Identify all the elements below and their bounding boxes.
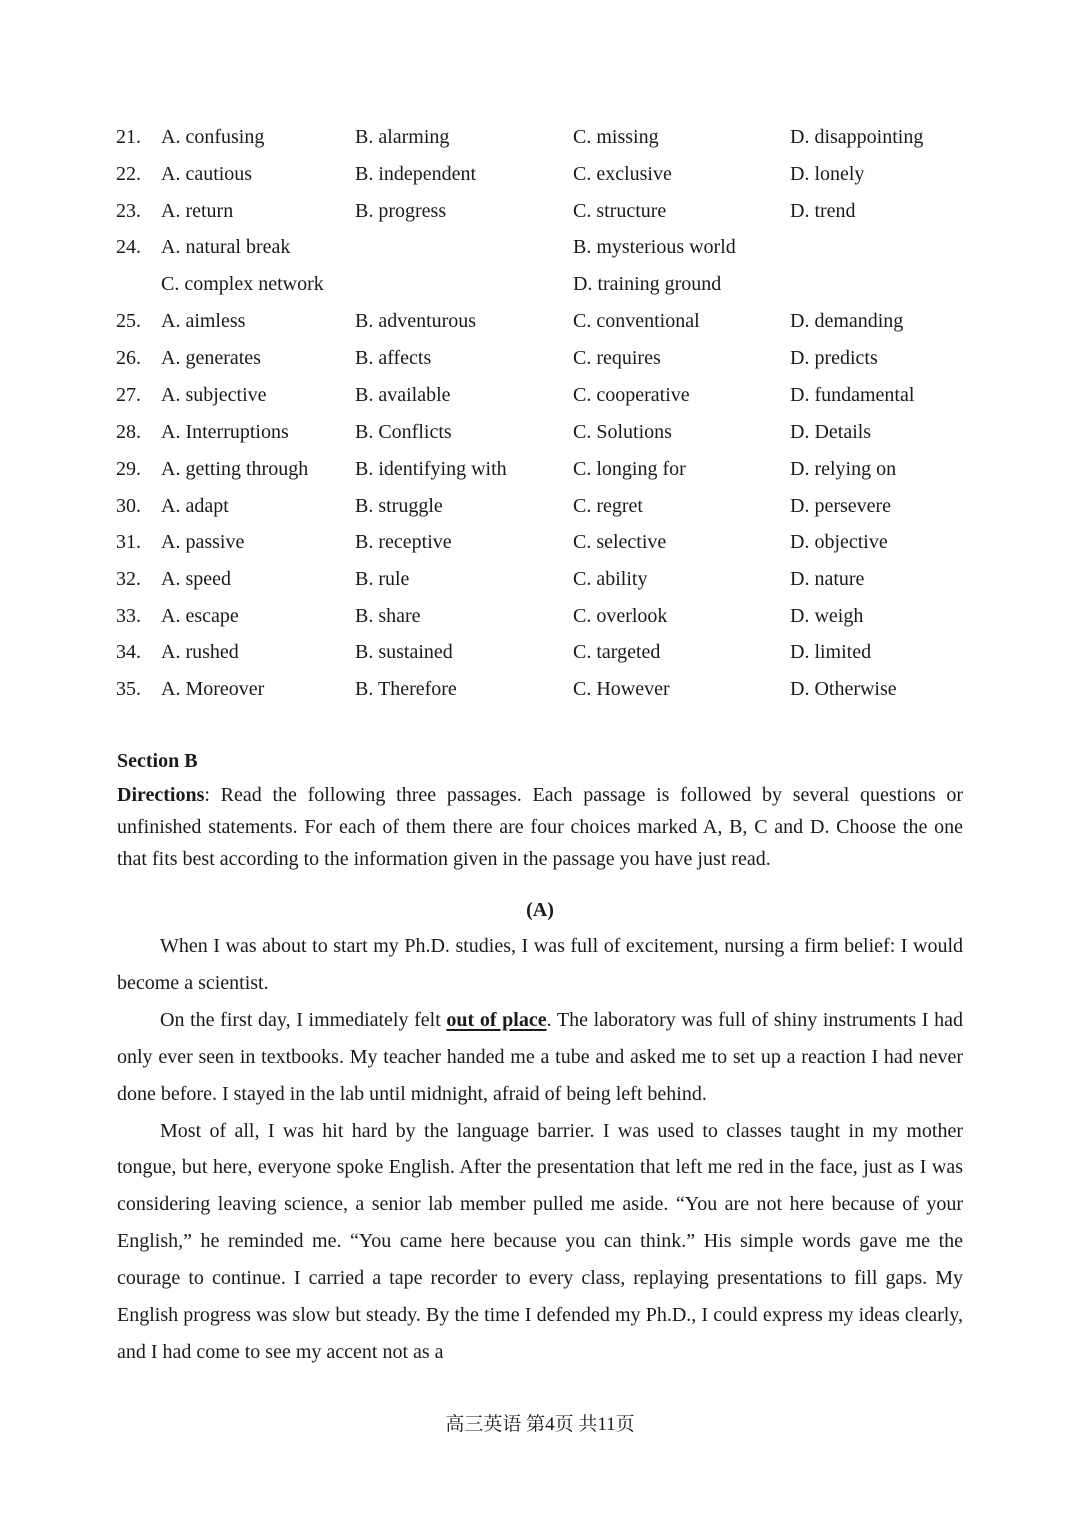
question-row-28 [0,417,1080,447]
option-d: D. lonely [790,163,865,185]
option-c: C. regret [573,495,643,517]
question-number: 33. [116,605,141,627]
question-number: 27. [116,384,141,406]
option-a: A. generates [161,347,261,369]
option-d: D. Otherwise [790,678,897,700]
option-d-wide: D. training ground [573,273,722,295]
option-c: C. requires [573,347,661,369]
question-row-22 [0,159,1080,189]
option-d: D. fundamental [790,384,915,406]
question-number: 26. [116,347,141,369]
question-row-34 [0,637,1080,667]
option-b: B. Conflicts [355,421,452,443]
section-title: Section B [117,750,198,772]
directions-paragraph [117,779,963,875]
question-number: 21. [116,126,141,148]
option-b: B. progress [355,200,447,222]
passage-paragraph-3: Most of all, I was hit hard by the language barrier. I was used to classes taught in my mother tongue, but here, everyone spoke English. After the presentation that left me red in the face, just as I was considering leaving science, a senior lab member pulled me aside. “You are not here because of your English,” he reminded me. “You came here because you can think.” His simple words gave me the courage to continue. I carried a tape recorder to every class, replaying presentations to fill gaps. My English progress was slow but steady. By the time I defended my Ph.D., I could express my ideas clearly, and I had come to see my accent not as a [117,1119,963,1363]
question-number: 34. [116,641,141,663]
option-a: A. Moreover [161,678,265,700]
question-number: 31. [116,531,141,553]
option-b: B. rule [355,568,410,590]
question-number: 24. [116,236,141,258]
option-d: D. demanding [790,310,904,332]
option-a: A. speed [161,568,231,590]
passage-paragraph-2 [117,1002,963,1113]
option-d: D. trend [790,200,856,222]
underlined-phrase: out of place [446,1008,547,1031]
question-row-32 [0,564,1080,594]
option-c: C. cooperative [573,384,690,406]
directions-label: Directions [117,784,205,806]
option-d: D. objective [790,531,888,553]
question-row-33 [0,601,1080,631]
option-c: C. selective [573,531,667,553]
option-a: A. passive [161,531,245,553]
option-d: D. persevere [790,495,892,517]
option-a: A. aimless [161,310,246,332]
question-row-24-cont [0,269,1080,299]
option-c: C. structure [573,200,667,222]
option-a: A. cautious [161,163,253,185]
option-a: A. adapt [161,495,229,517]
question-number: 29. [116,458,141,480]
option-c: C. However [573,678,670,700]
option-d: D. predicts [790,347,878,369]
option-b: B. alarming [355,126,450,148]
option-c: C. targeted [573,641,661,663]
question-number: 35. [116,678,141,700]
question-number: 32. [116,568,141,590]
passage-paragraph-1: When I was about to start my Ph.D. studies, I was full of excitement, nursing a firm belief: I would become a scientist. [117,935,963,994]
question-number: 25. [116,310,141,332]
option-b: B. independent [355,163,477,185]
option-c: C. exclusive [573,163,672,185]
question-number: 22. [116,163,141,185]
option-c: C. ability [573,568,648,590]
option-b: B. share [355,605,421,627]
option-a: A. getting through [161,458,309,480]
question-number: 23. [116,200,141,222]
option-d: D. disappointing [790,126,924,148]
option-a: A. confusing [161,126,265,148]
option-a: A. return [161,200,234,222]
question-number: 30. [116,495,141,517]
directions-text: : Read the following three passages. Each passage is followed by several questions or unfinished statements. For each of them there are four choices marked A, B, C and D. Choose the one that fits best according to the information given in the passage you have just read. [117,784,963,870]
page-footer: 高三英语 第4页 共11页 [445,1414,635,1435]
option-b: B. affects [355,347,432,369]
option-b: B. struggle [355,495,443,517]
paragraph-2-end: . The laboratory was full of shiny instruments I had only ever seen in textbooks. My teacher handed me a tube and asked me to set up a reaction I had never done before. I stayed in the lab until midnight, afraid of being left behind. [117,1008,963,1105]
option-a: A. rushed [161,641,239,663]
option-a: A. natural break [161,236,291,258]
option-a: A. subjective [161,384,267,406]
passage-body [117,928,963,1371]
option-a: A. escape [161,605,239,627]
option-b: B. sustained [355,641,453,663]
option-d: D. weigh [790,605,864,627]
option-b: B. available [355,384,451,406]
option-c: C. overlook [573,605,668,627]
option-b: B. identifying with [355,458,507,480]
question-row-27 [0,380,1080,410]
option-b: B. Therefore [355,678,457,700]
question-number: 28. [116,421,141,443]
question-row-21 [0,122,1080,152]
option-d: D. limited [790,641,872,663]
passage-label: (A) [526,899,554,921]
option-b: B. receptive [355,531,452,553]
question-row-35 [0,674,1080,704]
option-d: D. nature [790,568,865,590]
question-row-30 [0,491,1080,521]
question-row-25 [0,306,1080,336]
option-d: D. Details [790,421,872,443]
option-a: A. Interruptions [161,421,289,443]
option-c: C. Solutions [573,421,672,443]
option-c: C. longing for [573,458,686,480]
option-b-wide: B. mysterious world [573,236,736,258]
option-c: C. missing [573,126,659,148]
option-c-wide: C. complex network [161,273,324,295]
question-row-29 [0,454,1080,484]
question-row-24 [0,232,1080,262]
option-d: D. relying on [790,458,897,480]
option-c: C. conventional [573,310,700,332]
paragraph-2-start: On the first day, I immediately felt [160,1008,447,1031]
question-row-26 [0,343,1080,373]
question-row-23 [0,196,1080,226]
option-b: B. adventurous [355,310,477,332]
question-row-31 [0,527,1080,557]
